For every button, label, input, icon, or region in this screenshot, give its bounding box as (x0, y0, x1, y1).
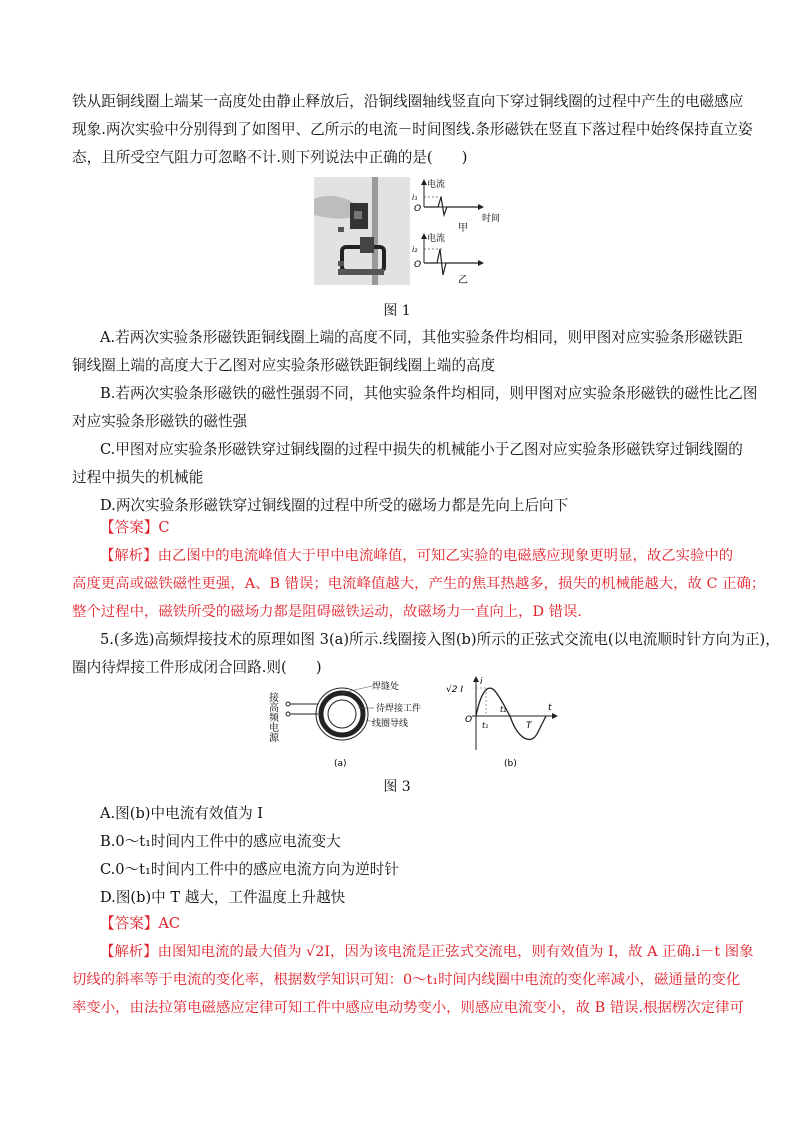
option-c-line2: 过程中损失的机械能 (72, 469, 204, 486)
question-5-analysis (72, 938, 754, 1022)
period-label: T (526, 721, 532, 731)
stem-line: 圈内待焊接工件形成闭合回路.则( ) (72, 659, 322, 676)
graph-jia-origin: O (414, 204, 422, 214)
option-a: A.图(b)中电流有效值为 I (100, 805, 264, 822)
option-b-line2: 对应实验条形磁铁的磁性强 (72, 413, 248, 430)
stem-line: 态，且所受空气阻力可忽略不计.则下列说法中正确的是( ) (72, 149, 468, 166)
graph-yi-ylabel: 电流 (427, 234, 446, 244)
graph-jia-ylabel: 电流 (427, 180, 446, 190)
stem-line: 现象.两次实验中分别得到了如图甲、乙所示的电流－时间图线.条形磁铁在竖直下落过程中始终保持直立姿 (72, 121, 753, 138)
t1-label: t₁ (482, 721, 489, 730)
graph-jia-name: 甲 (458, 223, 468, 234)
figure-3a-label: (a) (334, 759, 347, 769)
axis-t-label: t (548, 703, 552, 713)
peak-label: √2 I (446, 685, 463, 695)
question-4-options (72, 324, 758, 520)
figure-1-caption: 图 1 (383, 303, 411, 319)
question-5-options (72, 800, 726, 912)
current-time-graphs (408, 177, 518, 287)
option-a-line1: A.若两次实验条形磁铁距铜线圈上端的高度不同，其他实验条件均相同，则甲图对应实验条形磁铁距 (100, 329, 743, 346)
option-b-line1: B.若两次实验条形磁铁的磁性强弱不同，其他实验条件均相同，则甲图对应实验条形磁铁的磁性比乙图 (100, 385, 758, 402)
source-label: 接高频电源 (266, 692, 278, 742)
analysis-line: 高度更高或磁铁磁性更强，A、B 错误；电流峰值越大，产生的焦耳热越多，损失的机械能越大，故 C 正确； (72, 576, 766, 592)
axis-i-label: i (480, 677, 483, 687)
analysis-line: 【解析】由乙图中的电流峰值大于甲中电流峰值，可知乙实验的电磁感应现象更明显，故乙实验中的 (100, 548, 734, 564)
stem-line: 5.(多选)高频焊接技术的原理如图 3(a)所示.线圈接入图(b)所示的正弦式交流电(以电流顺时针方向为正)， (100, 631, 780, 648)
stem-line: 铁从距铜线圈上端某一高度处由静止释放后，沿铜线圈轴线竖直向下穿过铜线圈的过程中产生的电磁感应 (72, 93, 744, 110)
option-b: B.0～t₁时间内工件中的感应电流变大 (100, 833, 341, 850)
label-coil: 线圈导线 (372, 719, 409, 729)
figure-3a-coil (267, 680, 422, 769)
graph-yi-name: 乙 (458, 275, 468, 286)
label-weld: 焊缝处 (372, 682, 400, 692)
label-workpiece: 待焊接工件 (376, 704, 422, 714)
origin-label: O (465, 715, 473, 725)
option-a-line2: 铜线圈上端的高度大于乙图对应实验条形磁铁距铜线圈上端的高度 (72, 357, 496, 374)
graph-jia (412, 178, 500, 234)
question-4-analysis (72, 542, 766, 626)
graph-jia-xlabel: 时间 (482, 214, 501, 224)
analysis-line: 整个过程中，磁铁所受的磁场力都是阻碍磁铁运动，故磁场力一直向上，D 错误. (72, 604, 582, 620)
graph-yi-origin: O (414, 260, 422, 270)
figure-3b-label: (b) (504, 759, 517, 769)
option-c: C.0～t₁时间内工件中的感应电流方向为逆时针 (100, 861, 399, 878)
analysis-line: 【解析】由图知电流的最大值为 √2I，因为该电流是正弦式交流电，则有效值为 I，故 A 正确.i－t 图象 (100, 944, 754, 960)
answer-text: 【答案】AC (100, 915, 181, 932)
question-4-stem (72, 88, 753, 172)
figure-3b-sine-graph (446, 676, 558, 769)
experiment-photo (314, 177, 410, 285)
option-c-line1: C.甲图对应实验条形磁铁穿过铜线圈的过程中损失的机械能小于乙图对应实验条形磁铁穿过铜线圈的 (100, 441, 743, 458)
option-d: D.图(b)中 T 越大，工件温度上升越快 (100, 889, 346, 906)
answer-text: 【答案】C (100, 519, 170, 536)
question-4-answer (100, 514, 754, 542)
analysis-line: 切线的斜率等于电流的变化率，根据数学知识可知：0～t₁时间内线圈中电流的变化率减小，磁通量的变化 (72, 972, 741, 988)
question-5-stem (72, 626, 780, 682)
figure-3 (268, 676, 560, 772)
option-d-line1: D.两次实验条形磁铁穿过铜线圈的过程中所受的磁场力都是先向上后向下 (100, 497, 569, 514)
question-5-answer (100, 910, 754, 938)
graph-yi (412, 232, 484, 286)
graph-jia-i1: i₁ (412, 193, 418, 202)
graph-yi-i2: i₂ (412, 245, 418, 254)
figure-3-caption: 图 3 (383, 779, 411, 795)
analysis-line: 率变小，由法拉第电磁感应定律可知工件中感应电动势变小，则感应电流变小，故 B 错误.根据楞次定律可 (72, 1000, 744, 1016)
t2-label: t₂ (500, 705, 507, 714)
